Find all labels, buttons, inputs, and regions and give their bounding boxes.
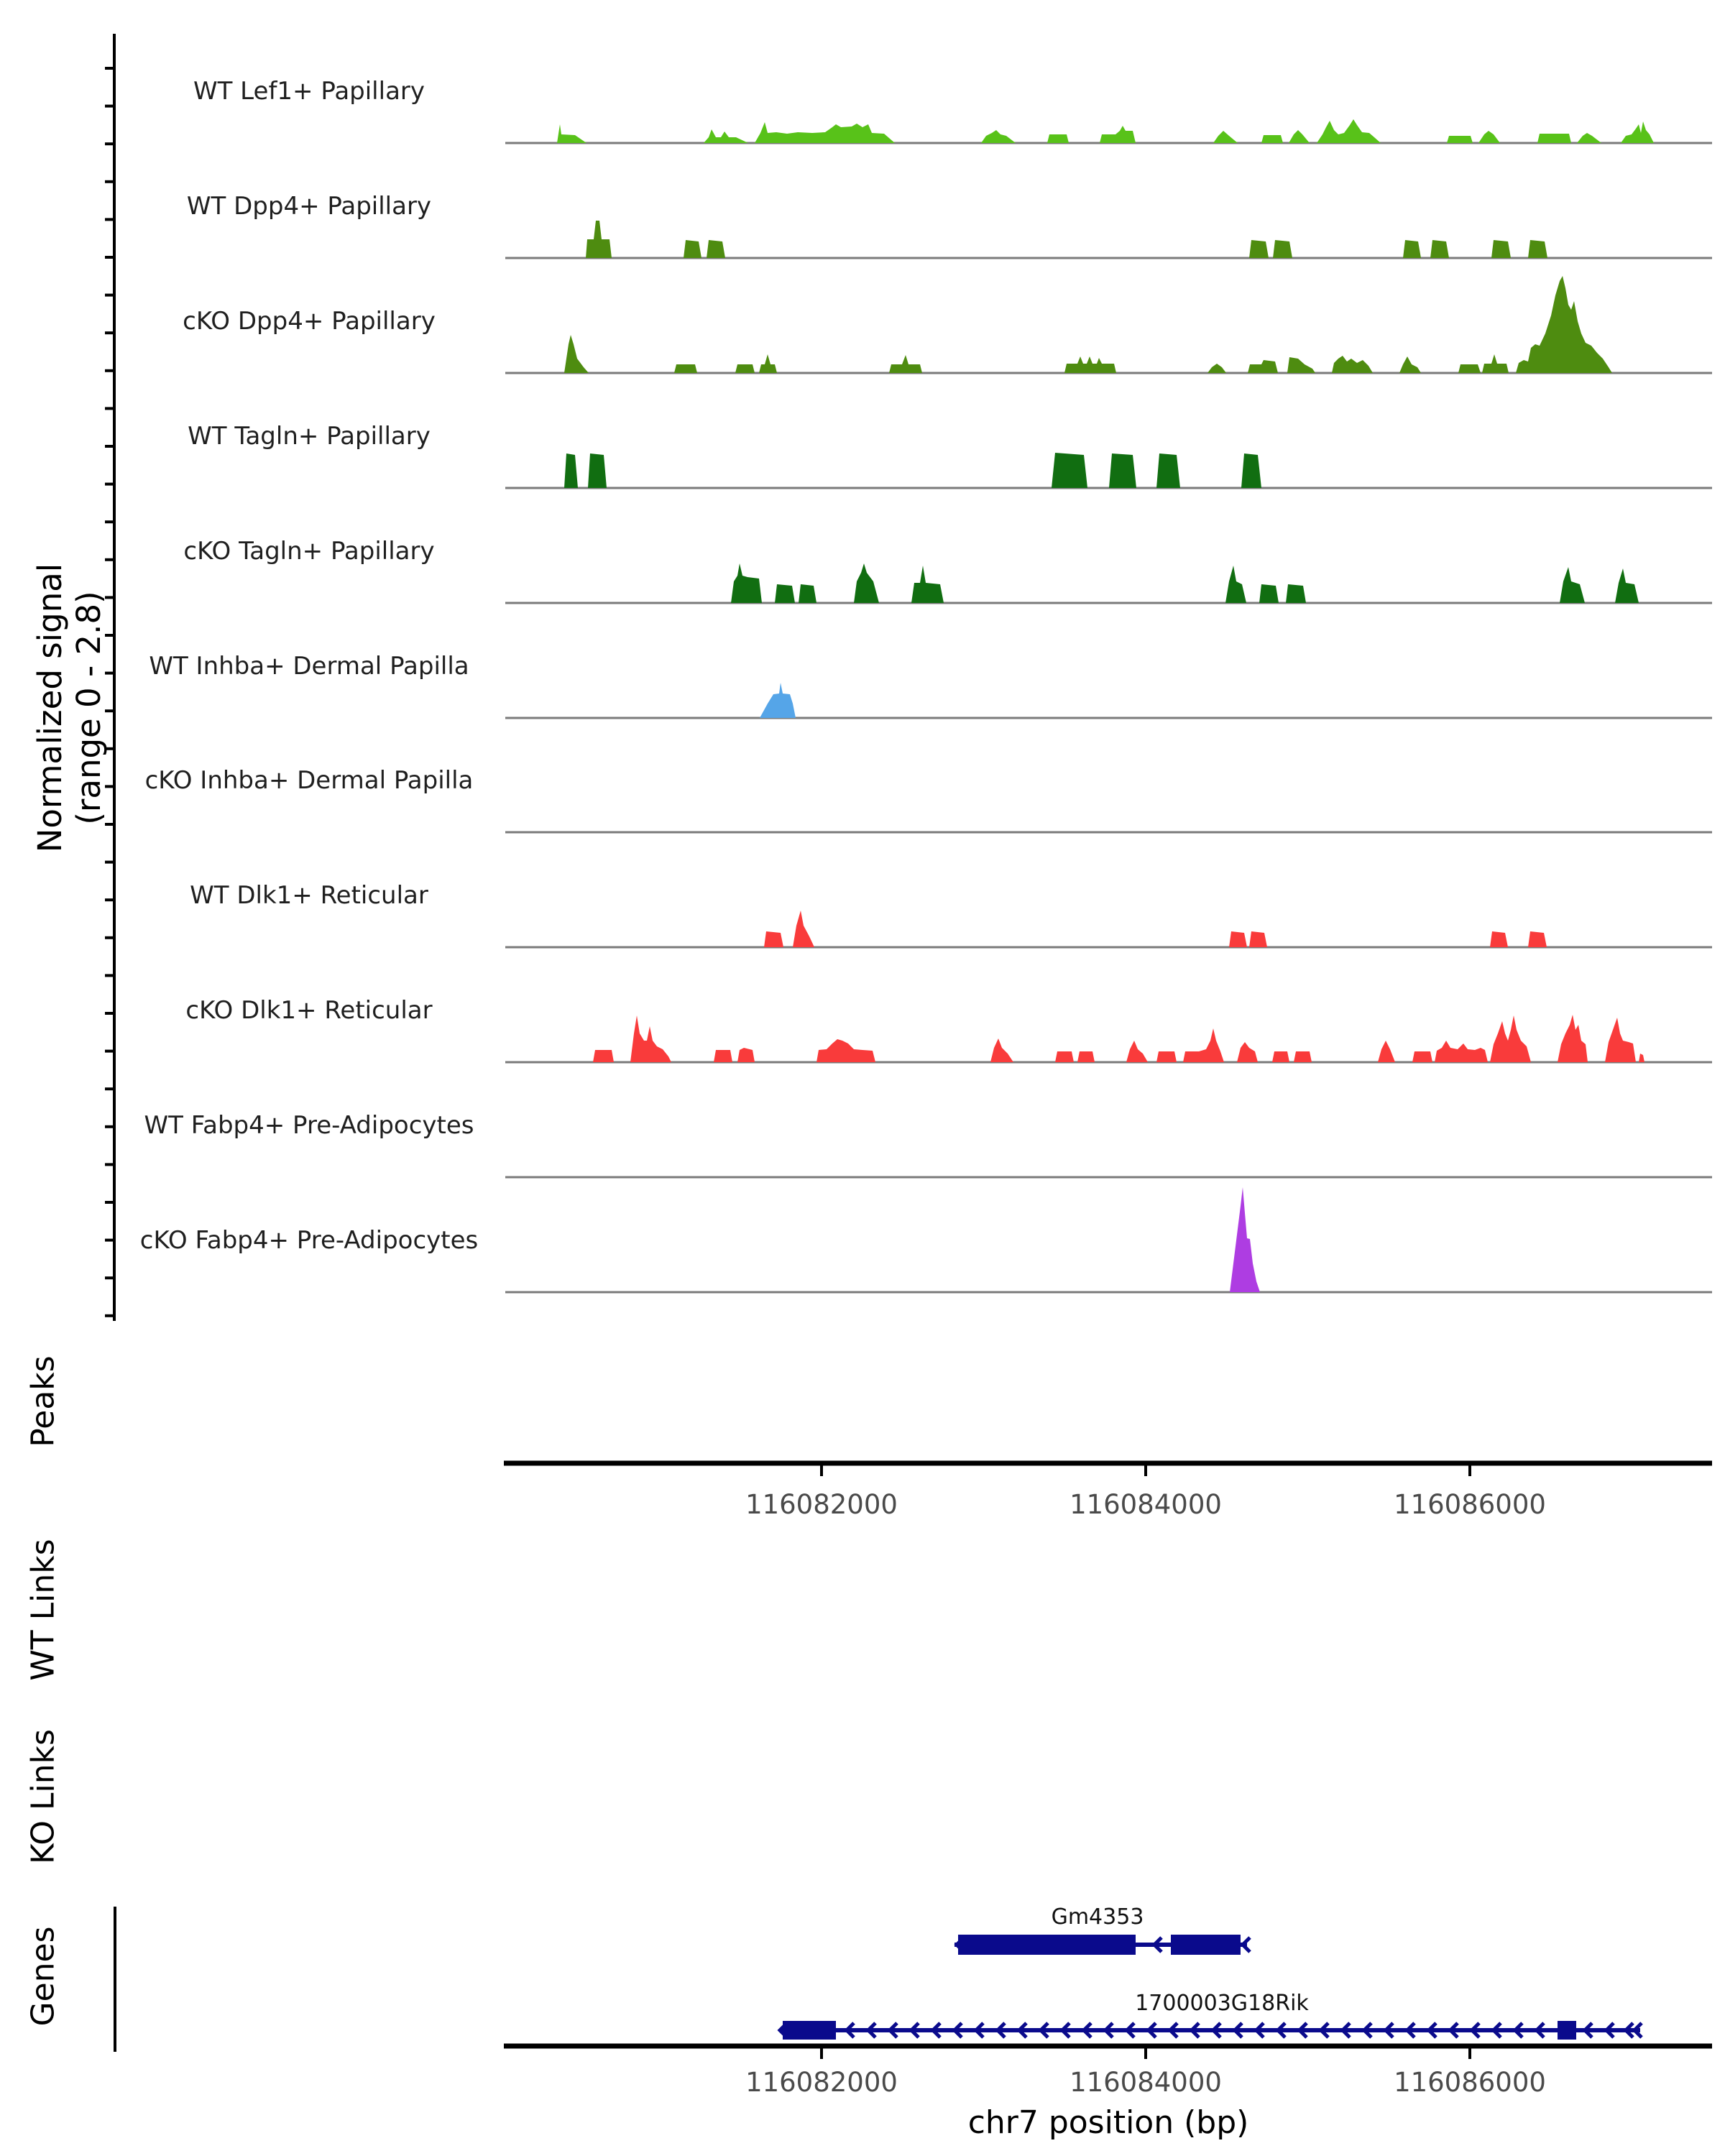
genes-axis-tick-label-116084000: 116084000 xyxy=(1070,2067,1222,2098)
track-label-cko-dlk1-reticular: cKO Dlk1+ Reticular xyxy=(185,996,433,1025)
track-label-cko-inhba-dermal-papilla: cKO Inhba+ Dermal Papilla xyxy=(144,766,474,795)
gene-label-1700003g18rik: 1700003G18Rik xyxy=(1135,1991,1309,2016)
gene-model-1700003g18rik xyxy=(780,2021,1642,2040)
section-label-ko-links: KO Links xyxy=(24,1728,62,1865)
signal-track-3 xyxy=(505,453,1712,488)
signal-track-8 xyxy=(505,1015,1712,1062)
y-axis-label-line1: Normalized signal xyxy=(31,563,69,853)
track-label-cko-fabp4-pre-adipocytes: cKO Fabp4+ Pre-Adipocytes xyxy=(139,1226,479,1255)
x-axis-title: chr7 position (bp) xyxy=(967,2104,1249,2141)
genes-axis-tick-label-116086000: 116086000 xyxy=(1394,2067,1546,2098)
track-label-wt-tagln-papillary: WT Tagln+ Papillary xyxy=(188,422,431,451)
section-label-wt-links: WT Links xyxy=(24,1539,62,1681)
peaks-axis-tick-label-116086000: 116086000 xyxy=(1394,1489,1546,1520)
y-axis-label-line2: (range 0 - 2.8) xyxy=(70,591,108,825)
peaks-axis-tick-label-116084000: 116084000 xyxy=(1070,1489,1222,1520)
track-label-wt-inhba-dermal-papilla: WT Inhba+ Dermal Papilla xyxy=(149,652,469,681)
signal-track-2 xyxy=(505,276,1712,373)
gene-label-gm4353: Gm4353 xyxy=(1051,1904,1144,1930)
section-label-genes: Genes xyxy=(24,1926,62,2027)
track-label-cko-tagln-papillary: cKO Tagln+ Papillary xyxy=(183,537,435,566)
track-label-wt-dlk1-reticular: WT Dlk1+ Reticular xyxy=(190,881,428,910)
peaks-axis-tick-label-116082000: 116082000 xyxy=(745,1489,898,1520)
y-axis-label xyxy=(31,563,109,853)
genes-axis-tick-label-116082000: 116082000 xyxy=(745,2067,898,2098)
signal-track-4 xyxy=(505,563,1712,603)
signal-track-1 xyxy=(505,221,1712,258)
signal-track-5 xyxy=(505,683,1712,718)
track-label-wt-dpp4-papillary: WT Dpp4+ Papillary xyxy=(186,192,432,221)
track-label-cko-dpp4-papillary: cKO Dpp4+ Papillary xyxy=(183,307,436,336)
signal-track-7 xyxy=(505,911,1712,947)
track-label-wt-fabp4-pre-adipocytes: WT Fabp4+ Pre-Adipocytes xyxy=(144,1111,474,1140)
gene-model-gm4353 xyxy=(954,1935,1250,1955)
track-label-wt-lef1-papillary: WT Lef1+ Papillary xyxy=(193,77,426,106)
section-label-peaks: Peaks xyxy=(24,1355,62,1447)
genes-x-axis xyxy=(504,2046,1712,2059)
peaks-x-axis xyxy=(504,1463,1712,1476)
signal-track-10 xyxy=(505,1187,1712,1292)
signal-track-0 xyxy=(505,119,1712,143)
